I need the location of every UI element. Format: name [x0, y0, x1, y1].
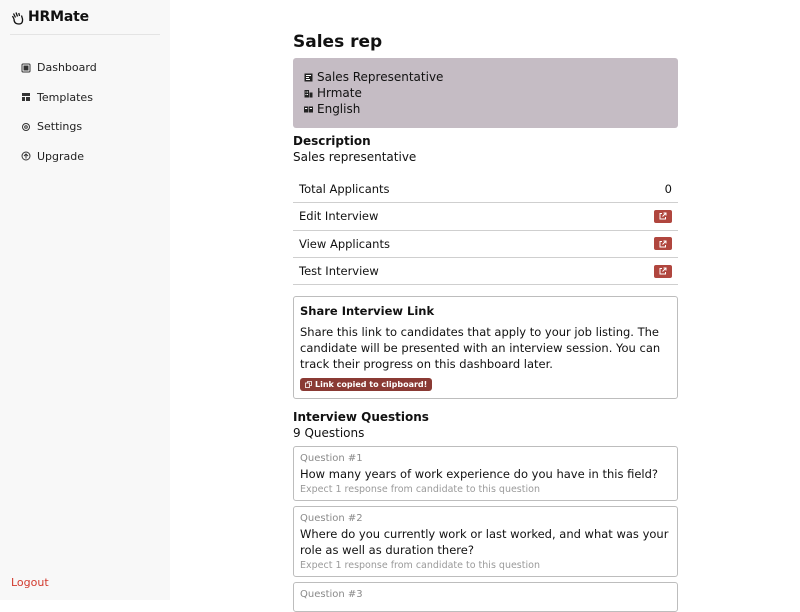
share-link-box — [293, 296, 678, 399]
job-role: Sales Representative — [317, 70, 444, 84]
sidebar-item-label: Templates — [37, 90, 93, 104]
question-number: Question #3 — [300, 589, 363, 600]
job-company-line — [304, 85, 667, 101]
copy-link-button[interactable] — [300, 378, 432, 391]
row-label: View Applicants — [299, 236, 390, 251]
view-applicants-row[interactable] — [293, 231, 678, 258]
test-interview-row[interactable] — [293, 258, 678, 285]
dashboard-icon — [21, 63, 31, 73]
sidebar-nav — [21, 53, 97, 171]
templates-icon — [21, 92, 31, 102]
job-actions-list — [293, 176, 678, 285]
sidebar-item-label: Settings — [37, 120, 83, 134]
share-title: Share Interview Link — [300, 304, 435, 318]
job-role-line — [304, 69, 667, 85]
question-card[interactable] — [293, 582, 678, 612]
question-card[interactable] — [293, 446, 678, 501]
test-interview-button[interactable] — [654, 265, 672, 278]
question-text: Where do you currently work or last worked, and what was your role as well as duration there? — [300, 527, 669, 557]
question-number: Question #2 — [300, 513, 363, 524]
job-company: Hrmate — [317, 86, 362, 100]
question-card[interactable] — [293, 506, 678, 577]
external-link-icon — [659, 212, 667, 220]
brand[interactable] — [10, 9, 160, 35]
question-expectation: Expect 1 response from candidate to this question — [300, 484, 540, 495]
row-label: Edit Interview — [299, 209, 379, 224]
job-info-box — [293, 58, 678, 128]
waving-hand-icon — [10, 10, 26, 26]
sidebar-item-dashboard[interactable] — [21, 53, 97, 83]
total-applicants-row — [293, 176, 678, 203]
copy-link-label: Link copied to clipboard! — [315, 380, 428, 389]
question-number: Question #1 — [300, 453, 363, 464]
questions-heading: Interview Questions — [293, 410, 429, 424]
sidebar-item-templates[interactable] — [21, 83, 97, 113]
questions-count: 9 Questions — [293, 426, 365, 440]
view-applicants-button[interactable] — [654, 237, 672, 250]
question-text: How many years of work experience do you have in this field? — [300, 467, 659, 481]
edit-interview-button[interactable] — [654, 210, 672, 223]
share-description: Share this link to candidates that apply to your job listing. The candidate will be presented with an interview session. You can track their progress on this dashboard later. — [300, 325, 661, 371]
gear-icon — [21, 122, 31, 132]
sidebar-item-label: Upgrade — [37, 149, 85, 163]
row-label: Test Interview — [299, 264, 379, 279]
copy-icon — [305, 381, 312, 388]
app-name: HRMate — [28, 9, 89, 25]
edit-interview-row[interactable] — [293, 203, 678, 230]
upgrade-icon — [21, 151, 31, 161]
description-label: Description — [293, 134, 371, 148]
sidebar-item-upgrade[interactable] — [21, 142, 97, 172]
row-label: Total Applicants — [299, 182, 390, 197]
sidebar-item-settings[interactable] — [21, 112, 97, 142]
id-card-icon — [304, 73, 313, 82]
page-title: Sales rep — [293, 32, 383, 52]
logout-link[interactable]: Logout — [11, 576, 49, 589]
external-link-icon — [659, 267, 667, 275]
sidebar — [0, 0, 170, 600]
building-icon — [304, 89, 313, 98]
sidebar-item-label: Dashboard — [37, 61, 97, 75]
total-applicants-value: 0 — [664, 182, 672, 197]
external-link-icon — [659, 240, 667, 248]
job-language: English — [317, 102, 361, 116]
question-expectation: Expect 1 response from candidate to this question — [300, 560, 540, 571]
description-value: Sales representative — [293, 150, 417, 164]
job-language-line — [304, 101, 667, 117]
language-icon — [304, 105, 313, 114]
